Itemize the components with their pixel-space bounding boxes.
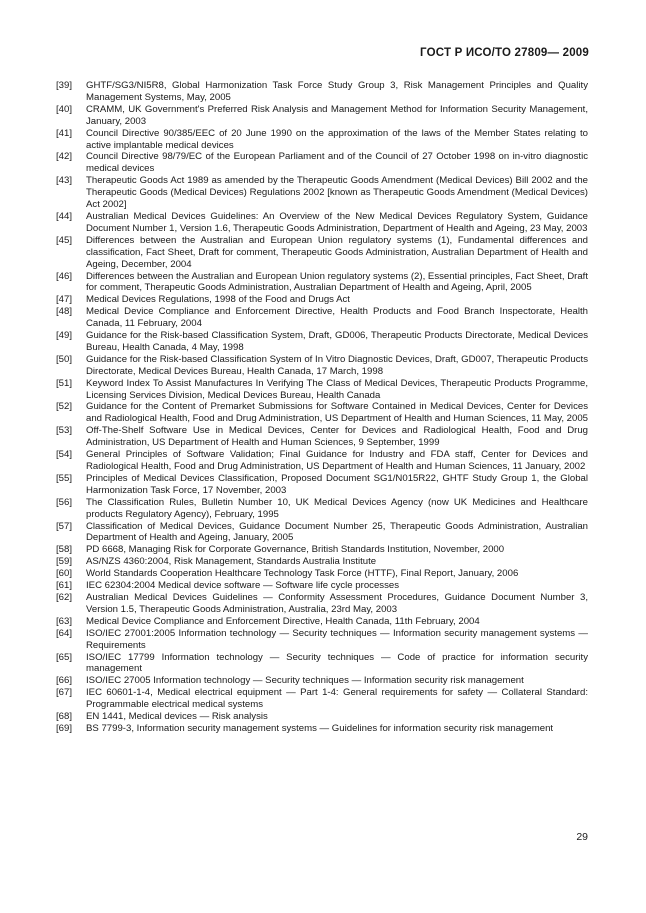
reference-number: [48] — [56, 306, 73, 318]
reference-number: [61] — [56, 580, 73, 592]
reference-text: IEC 62304:2004 Medical device software — Software life cycle processes — [86, 580, 400, 592]
reference-item — [56, 497, 588, 521]
reference-text: Off-The-Shelf Software Use in Medical Devices, Center for Devices and Radiological Health, Food and Drug Administration, US Department of Health and Human Sciences, 9 September, 1999 — [86, 425, 588, 449]
reference-text: Differences between the Australian and European Union regulatory systems (2), Essential principles, Fact Sheet, Draft for comment, Therapeutic Goods Administration, Australian Department of Health and Ageing, April, 2005 — [86, 270, 588, 294]
reference-item — [56, 521, 588, 545]
reference-item — [56, 80, 588, 104]
page-number: 29 — [576, 831, 588, 843]
reference-number: [57] — [56, 520, 73, 532]
reference-number: [41] — [56, 127, 73, 139]
reference-item — [56, 354, 588, 378]
reference-item — [56, 378, 588, 402]
page-header: ГОСТ Р ИСО/ТО 27809— 2009 — [420, 47, 589, 59]
reference-item — [56, 687, 588, 711]
reference-item — [56, 592, 588, 616]
reference-text: Medical Device Compliance and Enforcement Directive, Health Canada, 11th February, 2004 — [86, 615, 480, 627]
reference-text: Guidance for the Risk-based Classification System, Draft, GD006, Therapeutic Products Directorate, Medical Devices Bureau, Health Canada, 4 May, 1998 — [86, 330, 588, 353]
reference-text: General Principles of Software Validation; Final Guidance for Industry and FDA staff, Center for Devices and Radiological Health, Food and Drug Administration, US Department of Health and Human Sciences, 11 January, 2002 — [86, 449, 588, 472]
reference-item — [56, 675, 588, 687]
reference-item — [56, 271, 588, 295]
reference-text: Classification of Medical Devices, Guidance Document Number 25, Therapeutic Goods Administration, Australian Department of Health and Ageing, January, 2005 — [86, 520, 588, 544]
reference-text: Australian Medical Devices Guidelines: An Overview of the New Medical Devices Regulatory System, Guidance Document Number 1, Version 1.6, Therapeutic Goods Administration, Department of Health and Ageing, 23 May, 2003 — [86, 210, 588, 234]
reference-number: [65] — [56, 651, 73, 663]
reference-number: [62] — [56, 591, 73, 603]
reference-item — [56, 449, 588, 473]
reference-text: Medical Devices Regulations, 1998 of the Food and Drugs Act — [86, 294, 350, 306]
reference-number: [68] — [56, 711, 73, 723]
reference-number: [55] — [56, 472, 73, 484]
reference-item — [56, 723, 588, 735]
reference-item — [56, 294, 588, 306]
reference-item — [56, 211, 588, 235]
reference-number: [46] — [56, 270, 73, 282]
reference-text: ISO/IEC 17799 Information technology — Security techniques — Code of practice for information security management — [86, 651, 588, 675]
reference-text: BS 7799-3, Information security management systems — Guidelines for information security risk management — [86, 722, 554, 734]
reference-item — [56, 235, 588, 271]
reference-number: [49] — [56, 330, 73, 342]
reference-text: Guidance for the Content of Premarket Submissions for Software Contained in Medical Devices, Center for Devices and Radiological Health, Food and Drug Administration, US Department of Health and Human Sciences, 11 May, 2005 — [86, 401, 588, 425]
reference-number: [43] — [56, 175, 73, 187]
reference-text: IEC 60601-1-4, Medical electrical equipment — Part 1-4: General requirements for safety — Collateral Standard: Programmable electrical medical systems — [86, 687, 588, 711]
reference-text: ISO/IEC 27001:2005 Information technology — Security techniques — Information security management systems — Requirements — [86, 627, 588, 651]
reference-number: [39] — [56, 80, 73, 91]
reference-item — [56, 128, 588, 152]
reference-item — [56, 306, 588, 330]
reference-item — [56, 616, 588, 628]
reference-text: CRAMM, UK Government's Preferred Risk Analysis and Management Method for Information Security Management, January, 2003 — [86, 103, 588, 127]
reference-text: Australian Medical Devices Guidelines — Conformity Assessment Procedures, Guidance Document Number 3, Version 1.5, Therapeutic Goods Administration, Australia, 23rd May, 2003 — [86, 591, 588, 615]
reference-item — [56, 175, 588, 211]
reference-number: [58] — [56, 544, 73, 556]
reference-item — [56, 711, 588, 723]
reference-item — [56, 544, 588, 556]
reference-number: [51] — [56, 377, 73, 389]
reference-text: EN 1441, Medical devices — Risk analysis — [86, 711, 268, 723]
reference-item — [56, 330, 588, 354]
reference-text: ISO/IEC 27005 Information technology — Security techniques — Information security risk management — [86, 675, 524, 687]
reference-text: Differences between the Australian and European Union regulatory systems (1), Fundamental differences and classification, Fact Sheet, Draft for comment, Therapeutic Goods Administration, Australian Department of Health and Ageing, December, 2004 — [86, 234, 588, 270]
reference-text: Therapeutic Goods Act 1989 as amended by the Therapeutic Goods Amendment (Medical Devices) Bill 2002 and the Therapeutic Goods (Medical Devices) Regulations 2002 [known as Therapeutic Goods Amendment (Medical Devices) Act 2002] — [86, 175, 588, 211]
reference-item — [56, 652, 588, 676]
reference-text: World Standards Cooperation Healthcare Technology Task Force (HTTF), Final Report, January, 2006 — [86, 568, 519, 580]
reference-text: The Classification Rules, Bulletin Number 10, UK Medical Devices Agency (now UK Medicines and Healthcare products Regulatory Agency), February, 1995 — [86, 496, 588, 520]
reference-text: Guidance for the Risk-based Classification System of In Vitro Diagnostic Devices, Draft, GD007, Therapeutic Products Directorate, Medical Devices Bureau, Health Canada, 17 March, 1998 — [86, 353, 588, 377]
reference-text: AS/NZS 4360:2004, Risk Management, Standards Australia Institute — [86, 556, 377, 568]
reference-item — [56, 473, 588, 497]
reference-text: Medical Device Compliance and Enforcement Directive, Health Products and Food Branch Inspectorate, Health Canada, 11 February, 2004 — [86, 306, 588, 330]
reference-number: [66] — [56, 675, 73, 687]
reference-text: PD 6668, Managing Risk for Corporate Governance, British Standards Institution, November, 2000 — [86, 544, 505, 556]
reference-number: [45] — [56, 234, 73, 246]
reference-number: [64] — [56, 627, 73, 639]
reference-number: [53] — [56, 425, 73, 437]
reference-number: [54] — [56, 449, 73, 461]
reference-number: [69] — [56, 722, 73, 734]
reference-number: [52] — [56, 401, 73, 413]
reference-item — [56, 628, 588, 652]
reference-item — [56, 580, 588, 592]
reference-text: Keyword Index To Assist Manufactures In Verifying The Class of Medical Devices, Therapeutic Products Programme, Licensing Services Division, Medical Devices Bureau, Health Canada — [86, 377, 588, 401]
reference-number: [56] — [56, 496, 73, 508]
reference-number: [63] — [56, 615, 73, 627]
reference-text: GHTF/SG3/NI5R8, Global Harmonization Task Force Study Group 3, Risk Management Principles and Quality Management Systems, May, 2005 — [86, 80, 588, 103]
reference-item — [56, 401, 588, 425]
reference-number: [40] — [56, 103, 73, 115]
reference-text: Council Directive 98/79/EC of the European Parliament and of the Council of 27 October 1998 on in-vitro diagnostic medical devices — [86, 151, 588, 175]
reference-item — [56, 425, 588, 449]
reference-number: [47] — [56, 294, 73, 306]
reference-number: [42] — [56, 151, 73, 163]
reference-item — [56, 568, 588, 580]
reference-list — [56, 80, 588, 735]
reference-number: [60] — [56, 568, 73, 580]
reference-item — [56, 151, 588, 175]
reference-text: Council Directive 90/385/EEC of 20 June 1990 on the approximation of the laws of the Member States relating to active implantable medical devices — [86, 127, 588, 151]
reference-item — [56, 104, 588, 128]
reference-number: [67] — [56, 687, 73, 699]
reference-item — [56, 556, 588, 568]
reference-number: [50] — [56, 353, 73, 365]
reference-number: [44] — [56, 210, 73, 222]
reference-number: [59] — [56, 556, 73, 568]
reference-text: Principles of Medical Devices Classification, Proposed Document SG1/N015R22, GHTF Study Group 1, the Global Harmonization Task Force, 17 November, 2003 — [86, 472, 588, 496]
